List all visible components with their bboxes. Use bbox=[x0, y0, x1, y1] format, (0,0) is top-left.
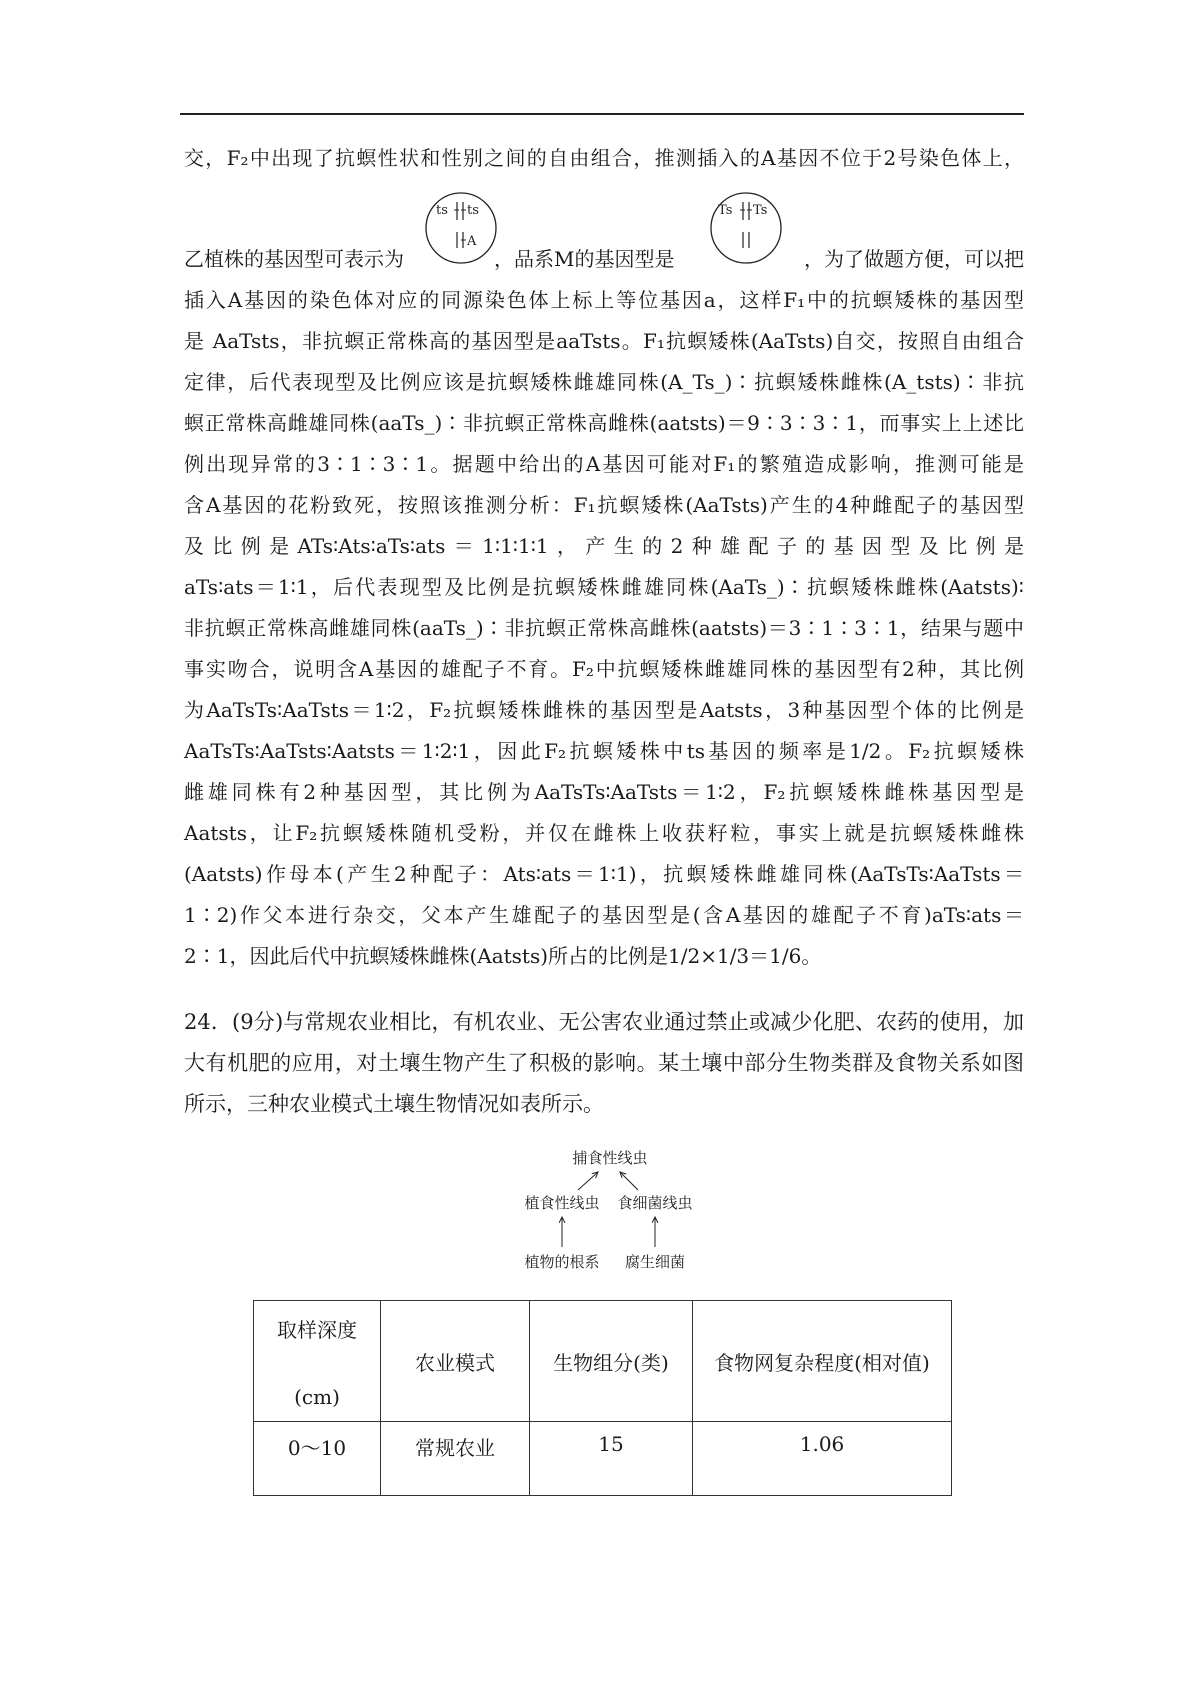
diagram-text-3: ，为了做题方便，可以把 bbox=[804, 247, 1024, 271]
circle1-label-br: A bbox=[467, 234, 477, 249]
text-line: 2∶1，因此后代中抗螟矮株雌株(Aatsts)所占的比例是1/2×1/3＝1/6。 bbox=[184, 944, 822, 968]
text-line: 雌雄同株有2种基因型，其比例为AaTsTs∶AaTsts＝1∶2，F₂抗螟矮株雌株基因型是 bbox=[184, 780, 1024, 804]
text-line: 为AaTsTs∶AaTsts＝1∶2，F₂抗螟矮株雌株的基因型是Aatsts，3种基因型个体的比例是 bbox=[184, 698, 1024, 722]
text-line: 是 AaTsts，非抗螟正常株高的基因型是aaTsts。F₁抗螟矮株(AaTsts)自交，按照自由组合 bbox=[184, 329, 1024, 353]
header-complexity: 食物网复杂程度(相对值) bbox=[693, 1301, 952, 1422]
circle2-label-tl: Ts bbox=[718, 203, 733, 218]
text-line: Aatsts，让F₂抗螟矮株随机受粉，并仅在雌株上收获籽粒，事实上就是抗螟矮株雌株 bbox=[184, 821, 1024, 845]
food-web-top: 捕食性线虫 bbox=[572, 1149, 648, 1167]
diagram-text-1: 乙植株的基因型可表示为 bbox=[184, 247, 404, 271]
food-web-bottom-left: 植物的根系 bbox=[524, 1253, 600, 1271]
circle2-label-tr: Ts bbox=[753, 203, 768, 218]
header-mode: 农业模式 bbox=[381, 1301, 530, 1422]
question-24 bbox=[184, 1002, 1024, 1125]
table-row bbox=[254, 1422, 952, 1496]
circle1-label-tl: ts bbox=[436, 203, 448, 218]
header-depth bbox=[254, 1301, 381, 1422]
text-line: 事实吻合，说明含A基因的雄配子不育。F₂中抗螟矮株雌雄同株的基因型有2种，其比例 bbox=[184, 657, 1024, 681]
cell-complexity: 1.06 bbox=[693, 1422, 952, 1496]
table-header-row bbox=[254, 1301, 952, 1422]
question-line: 大有机肥的应用，对土壤生物产生了积极的影响。某土壤中部分生物类群及食物关系如图 bbox=[184, 1051, 1024, 1075]
arrow-bacterivore-to-predator bbox=[620, 1172, 638, 1190]
explanation-paragraph bbox=[184, 138, 1024, 179]
text-line: 例出现异常的3∶1∶3∶1。据题中给出的A基因可能对F₁的繁殖造成影响，推测可能是 bbox=[184, 452, 1024, 476]
text-line: 非抗螟正常株高雌雄同株(aaTs_)∶非抗螟正常株高雌株(aatsts)＝3∶1∶3∶1，结果与题中 bbox=[184, 616, 1024, 640]
diagram-text-2: ，品系M的基因型是 bbox=[494, 247, 675, 271]
food-web-mid-right: 食细菌线虫 bbox=[617, 1194, 693, 1212]
food-web-bottom-right: 腐生细菌 bbox=[624, 1253, 686, 1271]
text-line: 含A基因的花粉致死，按照该推测分析：F₁抗螟矮株(AaTsts)产生的4种雌配子的基因型 bbox=[184, 493, 1024, 517]
header-depth-unit: (cm) bbox=[294, 1384, 340, 1409]
text-line: 螟正常株高雌雄同株(aaTs_)∶非抗螟正常株高雌株(aatsts)＝9∶3∶3∶1，而事实上上述比 bbox=[184, 411, 1024, 435]
question-line: 24．(9分)与常规农业相比，有机农业、无公害农业通过禁止或减少化肥、农药的使用，加 bbox=[184, 1010, 1024, 1034]
text-line: 插入A基因的染色体对应的同源染色体上标上等位基因a，这样F₁中的抗螟矮株的基因型 bbox=[184, 288, 1024, 312]
genotype-circle-yi bbox=[423, 190, 499, 266]
text-line: (Aatsts)作母本(产生2种配子：Ats∶ats＝1∶1)，抗螟矮株雌雄同株(AaTsTs∶AaTsts＝ bbox=[184, 862, 1024, 886]
header-depth-label: 取样深度 bbox=[277, 1317, 357, 1342]
cell-components: 15 bbox=[530, 1422, 693, 1496]
question-line: 所示，三种农业模式土壤生物情况如表所示。 bbox=[184, 1092, 604, 1116]
genotype-diagram-line bbox=[184, 239, 1024, 280]
farming-mode-table bbox=[253, 1300, 952, 1496]
food-web-mid-left: 植食性线虫 bbox=[524, 1194, 600, 1212]
genotype-circle-m bbox=[707, 190, 785, 266]
cell-depth: 0～10 bbox=[254, 1422, 381, 1496]
text-line: aTs∶ats＝1∶1，后代表现型及比例是抗螟矮株雌雄同株(AaTs_)∶抗螟矮株雌株(Aatsts)∶ bbox=[184, 575, 1024, 599]
text-line: AaTsTs∶AaTsts∶Aatsts＝1∶2∶1，因此F₂抗螟矮株中ts基因的频率是1/2。F₂抗螟矮株 bbox=[184, 739, 1024, 763]
text-line: 定律，后代表现型及比例应该是抗螟矮株雌雄同株(A_Ts_)∶抗螟矮株雌株(A_tsts)∶非抗 bbox=[184, 370, 1024, 394]
text-line: 交，F₂中出现了抗螟性状和性别之间的自由组合，推测插入的A基因不位于2号染色体上， bbox=[184, 146, 1024, 170]
arrow-herbivore-to-predator bbox=[578, 1172, 598, 1190]
header-components: 生物组分(类) bbox=[530, 1301, 693, 1422]
food-web-diagram bbox=[510, 1145, 710, 1275]
text-line: 及比例是ATs∶Ats∶aTs∶ats＝1∶1∶1∶1，产生的2种雄配子的基因型及比例是 bbox=[184, 534, 1024, 558]
text-line: 1∶2)作父本进行杂交，父本产生雄配子的基因型是(含A基因的雄配子不育)aTs∶ats＝ bbox=[184, 903, 1024, 927]
explanation-paragraph-cont bbox=[184, 280, 1024, 977]
circle1-label-tr: ts bbox=[467, 203, 479, 218]
cell-mode: 常规农业 bbox=[381, 1422, 530, 1496]
top-rule bbox=[180, 113, 1024, 115]
